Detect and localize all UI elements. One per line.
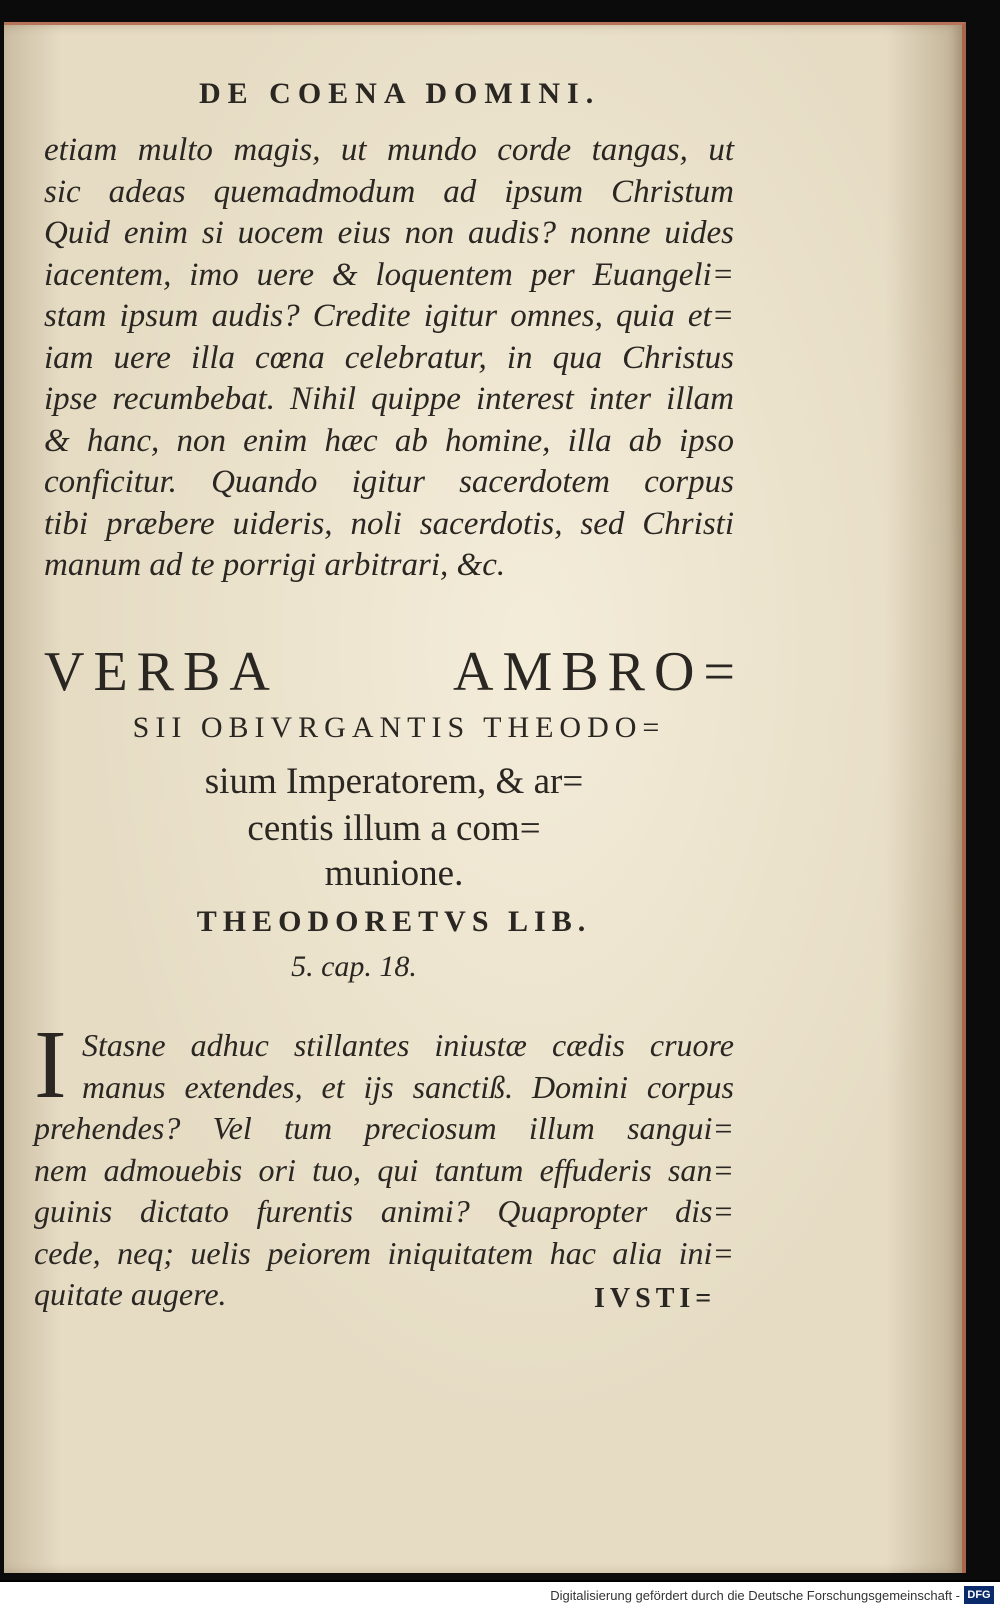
running-head: DE COENA DOMINI. — [199, 77, 601, 110]
quotation-paragraph — [34, 1011, 734, 1316]
body-line: tibi præbere uideris, noli sacerdotis, sed Christi — [44, 505, 734, 542]
source-chapter: 5. cap. 18. — [291, 950, 417, 983]
body-line: Stasne adhuc stillantes iniustæ cædis cruore — [82, 1027, 734, 1063]
body-paragraph — [44, 130, 734, 587]
section-heading-line-1: VERBA AMBRO= — [44, 641, 744, 703]
body-line: ipse recumbebat. Nihil quippe interest inter illam — [44, 381, 734, 417]
footer-credit: Digitalisierung gefördert durch die Deutsche Forschungsgemeinschaft - — [550, 1588, 960, 1603]
body-line: Quid enim si uocem eius non audis? nonne uides — [44, 215, 734, 251]
body-line: & hanc, non enim hæc ab homine, illa ab ipso — [44, 422, 734, 459]
section-heading-line-5: munione. — [324, 853, 464, 894]
footer-bar — [0, 1582, 1000, 1612]
body-line: stam ipsum audis? Credite igitur omnes, quia et= — [44, 298, 734, 334]
body-line: iam uere illa cœna celebratur, in qua Christus — [44, 339, 734, 376]
body-line: etiam multo magis, ut mundo corde tangas, ut — [44, 132, 734, 168]
book-page — [4, 22, 966, 1573]
section-heading-line-4: centis illum a com= — [247, 808, 541, 849]
body-line: sic adeas quemadmodum ad ipsum Christum — [44, 173, 734, 210]
body-line: prehendes? Vel tum preciosum illum sangui= — [34, 1110, 734, 1146]
body-line: manus extendes, et ijs sanctiß. Domini corpus — [82, 1068, 734, 1105]
section-heading-line-3: sium Imperatorem, & ar= — [204, 761, 584, 802]
source-reference: THEODORETVS LIB. — [196, 905, 592, 938]
body-line: iacentem, imo uere & loquentem per Euangeli= — [44, 256, 734, 293]
body-line: guinis dictato furentis animi? Quapropter dis= — [34, 1193, 734, 1229]
body-line: quitate augere. — [34, 1276, 227, 1312]
body-line: cede, neq; uelis peiorem iniquitatem hac alia ini= — [34, 1234, 734, 1271]
body-line: manum ad te porrigi arbitrari, &c. — [44, 547, 506, 583]
drop-cap: I — [34, 1011, 67, 1119]
catchword: IVSTI= — [594, 1283, 717, 1314]
section-heading-line-2: SII OBIVRGANTIS THEODO= — [132, 711, 666, 744]
body-line: nem admouebis ori tuo, qui tantum effuderis san= — [34, 1151, 734, 1188]
dfg-logo: DFG — [964, 1586, 994, 1604]
body-line: conficitur. Quando igitur sacerdotem corpus — [44, 464, 734, 500]
